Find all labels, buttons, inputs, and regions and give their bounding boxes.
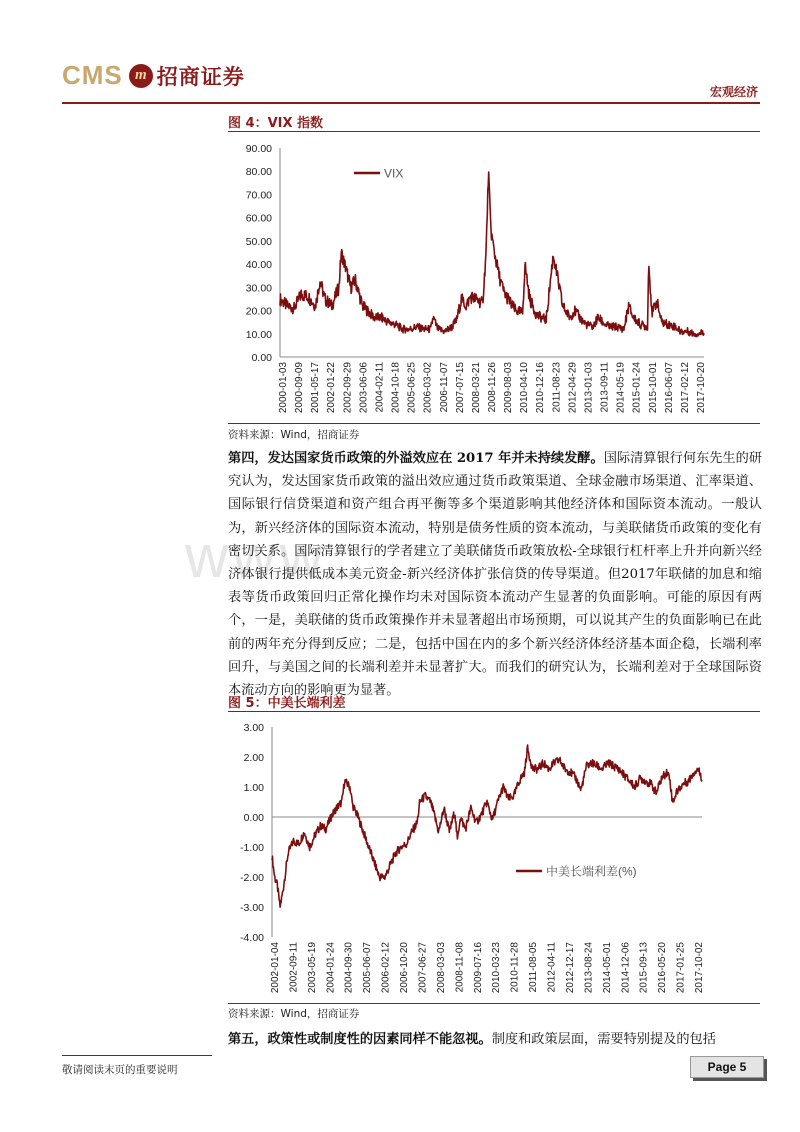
vix-ytick-label: 90.00 xyxy=(245,143,272,155)
spread-xtick-label: 2004-09-30 xyxy=(343,942,355,994)
logo-text: CMS xyxy=(62,60,123,90)
vix-xtick-label: 2002-01-22 xyxy=(326,362,338,414)
figure5-rule xyxy=(228,711,760,712)
vix-ytick-label: 30.00 xyxy=(245,282,272,295)
vix-xtick-label: 2009-08-03 xyxy=(503,362,515,414)
vix-ytick-label: 50.00 xyxy=(245,235,272,248)
paragraph-four-heading: 第四，发达国家货币政策的外溢效应在 2017 年并未持续发酵。 xyxy=(228,451,604,466)
spread-xtick-label: 2002-09-11 xyxy=(288,942,300,993)
vix-xtick-label: 2007-07-15 xyxy=(454,362,466,414)
footer-divider xyxy=(62,1055,212,1056)
figure5-title: 图 5：中美长端利差 xyxy=(228,696,346,711)
paragraph-four xyxy=(228,447,762,702)
paragraph-five xyxy=(228,1028,762,1051)
figure5-source: 资料来源：Wind，招商证券 xyxy=(228,1008,360,1020)
spread-ytick-label: -3.00 xyxy=(240,902,264,914)
spread-xtick-label: 2011-08-05 xyxy=(528,942,540,993)
figure4-title: 图 4：VIX 指数 xyxy=(228,116,324,131)
vix-series-line xyxy=(280,172,704,337)
page-number: Page 5 xyxy=(690,1056,764,1078)
spread-xtick-label: 2007-06-27 xyxy=(417,942,429,994)
spread-ytick-label: -2.00 xyxy=(240,872,264,884)
vix-xtick-label: 2004-10-18 xyxy=(390,362,402,414)
spread-xtick-label: 2004-01-24 xyxy=(325,942,337,994)
spread-xtick-label: 2016-05-20 xyxy=(657,942,669,994)
vix-ytick-label: 80.00 xyxy=(245,166,272,179)
vix-xtick-label: 2016-06-07 xyxy=(663,362,675,414)
vix-xtick-label: 2001-05-17 xyxy=(310,362,322,414)
spread-xtick-label: 2010-11-28 xyxy=(509,942,521,993)
figure4-rule xyxy=(228,131,760,132)
vix-xtick-label: 2015-01-24 xyxy=(631,362,643,414)
spread-xtick-label: 2015-09-13 xyxy=(638,942,650,994)
figure5-source-rule xyxy=(228,1003,760,1004)
vix-ytick-label: 0.00 xyxy=(251,352,272,364)
paragraph-five-body: 制度和政策层面，需要特别提及的包括 xyxy=(491,1032,716,1047)
footer-note: 敬请阅读末页的重要说明 xyxy=(62,1064,178,1076)
spread-xtick-label: 2002-01-04 xyxy=(270,942,281,994)
vix-legend-label: VIX xyxy=(384,166,404,181)
spread-xtick-label: 2017-10-02 xyxy=(694,942,705,994)
vix-xtick-label: 2003-06-06 xyxy=(358,362,370,414)
vix-ytick-label: 40.00 xyxy=(245,259,272,272)
header-divider xyxy=(62,102,760,104)
spread-xtick-label: 2006-10-20 xyxy=(399,942,411,994)
vix-xtick-label: 2012-04-29 xyxy=(567,362,579,414)
vix-xtick-label: 2015-10-01 xyxy=(647,362,659,414)
vix-xtick-label: 2014-05-19 xyxy=(615,362,627,414)
spread-chart xyxy=(228,714,760,1000)
spread-xtick-label: 2005-06-07 xyxy=(362,942,374,994)
vix-xtick-label: 2008-11-26 xyxy=(487,362,498,413)
spread-ytick-label: 3.00 xyxy=(243,722,264,734)
spread-xtick-label: 2008-11-08 xyxy=(454,942,466,993)
vix-xtick-label: 2013-01-03 xyxy=(583,362,595,414)
figure4-source: 资料来源：Wind，招商证券 xyxy=(228,429,360,441)
spread-xtick-label: 2014-05-01 xyxy=(601,942,613,994)
vix-xtick-label: 2010-04-10 xyxy=(519,362,531,414)
spread-xtick-label: 2012-04-11 xyxy=(546,942,558,993)
spread-ytick-label: -1.00 xyxy=(240,842,264,854)
logo-cn-text: 招商证券 xyxy=(156,64,245,89)
paragraph-five-heading: 第五，政策性或制度性的因素同样不能忽视。 xyxy=(228,1032,492,1047)
figure4-source-rule xyxy=(228,423,760,424)
spread-xtick-label: 2003-05-19 xyxy=(306,942,318,994)
vix-xtick-label: 2006-11-07 xyxy=(438,362,450,413)
vix-xtick-label: 2013-09-11 xyxy=(599,362,611,413)
vix-xtick-label: 2000-09-09 xyxy=(294,362,306,414)
paragraph-four-body: 国际清算银行何东先生的研究认为，发达国家货币政策的溢出效应通过货币政策渠道、全球金融市场渠道、汇率渠道、国际银行信贷渠道和资产组合再平衡等多个渠道影响其他经济体和国际资本流动。一般认为，新兴经济体的国际资本流动，特别是债务性质的资本流动，与美联储货币政策的变化有密切关系。国际清算银行的学者建立了美联储货币政策放松-全球银行杠杆率上升并向新兴经济体银行提供低成本美元资金-新兴经济体扩张信贷的传导渠道。但2017年联储的加息和缩表等货币政策回归正常化操作均未对国际资本流动产生显著的负面影响。可能的原因有两个，一是，美联储的货币政策操作并未显著超出市场预期，可以说其产生的负面影响已在此前的两年充分得到反应；二是，包括中国在内的多个新兴经济体经济基本面企稳，长端利率回升，与美国之间的长端利差并未显著扩大。而我们的研究认为，长端利差对于全球国际资本流动方向的影响更为显著。 xyxy=(228,451,763,699)
spread-xtick-label: 2010-03-23 xyxy=(491,942,503,994)
spread-ytick-label: -4.00 xyxy=(240,932,264,944)
spread-xtick-label: 2017-01-25 xyxy=(675,942,687,994)
spread-xtick-label: 2008-03-03 xyxy=(435,942,447,994)
company-logo xyxy=(62,60,245,91)
vix-chart xyxy=(228,134,760,422)
spread-ytick-label: 2.00 xyxy=(243,752,264,764)
report-sector: 宏观经济 xyxy=(709,85,758,99)
vix-xtick-label: 2008-03-21 xyxy=(470,362,482,414)
spread-legend-label: 中美长端利差(%) xyxy=(546,864,637,879)
watermark: www. xyxy=(185,523,345,590)
vix-xtick-label: 2017-10-20 xyxy=(696,362,707,414)
spread-ytick-label: 1.00 xyxy=(243,782,264,794)
vix-xtick-label: 2006-03-02 xyxy=(422,362,434,414)
logo-badge-icon: m xyxy=(129,64,153,88)
vix-xtick-label: 2011-08-23 xyxy=(551,362,563,413)
spread-xtick-label: 2006-02-12 xyxy=(380,942,392,994)
vix-ytick-label: 60.00 xyxy=(245,212,272,225)
vix-xtick-label: 2005-06-25 xyxy=(406,362,418,414)
spread-series-line xyxy=(272,745,702,907)
spread-ytick-label: 0.00 xyxy=(243,812,264,824)
vix-xtick-label: 2017-02-12 xyxy=(679,362,691,414)
vix-ytick-label: 70.00 xyxy=(245,189,272,202)
vix-xtick-label: 2000-01-03 xyxy=(278,362,289,414)
vix-xtick-label: 2010-12-16 xyxy=(535,362,547,414)
vix-ytick-label: 20.00 xyxy=(245,305,272,318)
spread-xtick-label: 2012-12-17 xyxy=(564,942,576,994)
spread-xtick-label: 2013-08-24 xyxy=(583,942,595,994)
vix-xtick-label: 2004-02-11 xyxy=(374,362,386,413)
spread-xtick-label: 2009-07-16 xyxy=(472,942,484,994)
vix-ytick-label: 10.00 xyxy=(245,328,272,341)
vix-xtick-label: 2002-09-29 xyxy=(342,362,354,414)
spread-xtick-label: 2014-12-06 xyxy=(620,942,632,994)
